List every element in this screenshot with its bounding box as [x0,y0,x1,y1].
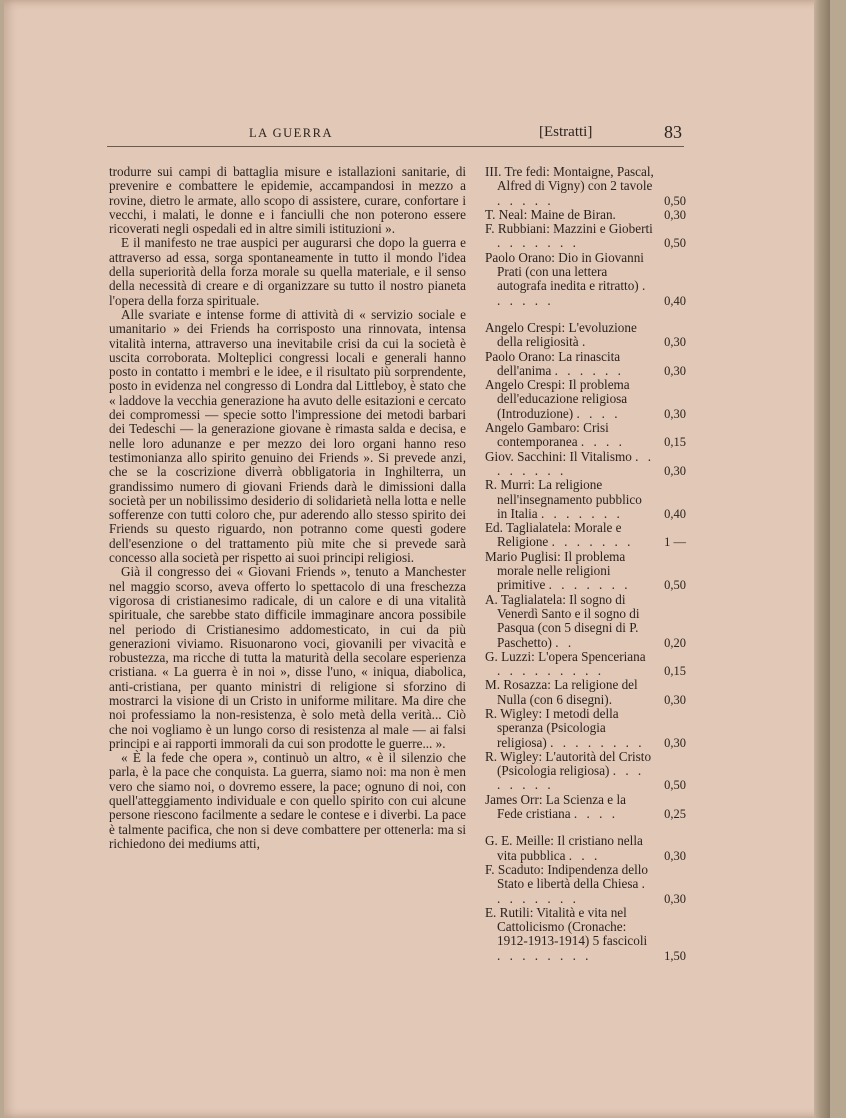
entry-title: Angelo Crespi: L'evoluzione della religiosità [485,319,637,350]
catalog-entry [485,793,686,822]
entry-title: G. E. Meille: Il cristiano nella vita pubblica [485,833,643,863]
entry-title: Paolo Orano: Dio in Giovanni Prati (con una lettera autografa inedita e ritratto) [485,249,644,294]
catalog-entry [485,321,686,350]
catalog-list [485,165,686,963]
page-edge [814,0,830,1118]
entry-leader-dots: . [581,334,589,350]
paragraph: Alle svariate e intense forme di attività di « servizio sociale e umanitario » dei Friends ha corrisposto una rinnovata, intensa vitalità interna, attraverso una inevitabile crisi da cui la società è uscita corroborata. Molteplici congressi locali e generali hanno posto in contatto i membri e le idee, e il risultato più sorprendente, posto in evidenza nel congresso di Londra dal Littleboy, è stato che « laddove la vecchia generazione ha avuto delle esitazioni e cercato dei compromessi — specie sotto l'impressione dei metodi barbari dei Tedeschi — la generazione giovane è rimasta salda e decisa, e nelle loro adunanze e per mezzo dei loro organi hanno reso testimonianza allo spirito genuino dei Friends ». Si prevede anzi, che se la coscrizione diverrà obbligatoria in Inghilterra, un grandissimo numero di giovani Friends darà le dimissioni dalla società per un nobilissimo desiderio di solidarietà nella lotta e nelle sofferenze con tutti coloro che, pur aderendo allo stesso spirito dei Friends su questo riguardo, non potranno come questi godere dell'esenzione o del trattamento più mite che si prevede sarà concesso alla società per rispetto ai suoi principi religiosi. [109,306,466,566]
entry-price: 0,20 [664,635,686,650]
catalog-entry [485,378,686,421]
entry-price: 0,15 [664,435,686,450]
entry-price: 0,40 [664,293,686,308]
entry-price: 0,30 [664,363,686,378]
entry-price: 0,30 [664,207,686,222]
entry-price: 0,50 [664,578,686,593]
entry-price: 1,50 [664,948,686,963]
entry-title: T. Neal: Maine de Biran. [485,206,616,222]
entry-leader-dots: . . . [568,847,601,863]
running-header [107,124,684,147]
entry-title: Giov. Sacchini: Il Vitalismo [485,448,632,464]
entry-leader-dots: . . . . . . . . [497,947,592,963]
catalog-entry [485,550,686,593]
entry-title: M. Rosazza: La religione del Nulla (con 6 disegni). [485,677,638,707]
entry-leader-dots: . . . . . . . [497,235,579,251]
entry-leader-dots: . . [555,634,575,650]
entry-leader-dots: . . . . . . . . . [497,663,605,679]
catalog-entry [485,165,686,208]
catalog-entry [485,350,686,379]
entry-leader-dots: . . . . . . [497,278,649,308]
entry-leader-dots: . . . . [580,434,625,450]
catalog-entry [485,450,686,479]
entry-price: 0,40 [664,506,686,521]
entry-title: Mario Puglisi: Il problema morale nelle religioni primitive [485,548,626,593]
entry-price: 0,30 [664,735,686,750]
entry-price: 0,30 [664,335,686,350]
entry-leader-dots: . . . . [573,806,618,822]
entry-leader-dots: . . . . . . [554,362,624,378]
entry-title: A. Taglialatela: Il sogno di Venerdì Santo e il sogno di Pasqua (con 5 disegni di P. Paschetto) [485,591,640,650]
entry-leader-dots: . . . . . . . . [497,448,655,478]
entry-leader-dots: . . . . . [497,192,554,208]
entry-price: 0,30 [664,891,686,906]
entry-price: 0,50 [664,778,686,793]
entry-title: Angelo Crespi: Il problema dell'educazione religiosa (Introduzione) [485,377,630,421]
entry-leader-dots: . . . . . . . [540,505,623,521]
body-text-column [109,165,466,851]
entry-leader-dots: . . . . [576,405,621,421]
entry-price: 0,30 [664,463,686,478]
entry-title: F. Rubbiani: Mazzini e Gioberti [485,221,653,237]
catalog-entry [485,650,686,679]
entry-price: 0,15 [664,664,686,679]
entry-leader-dots: . . . . . . . [548,577,631,593]
entry-price: 0,30 [664,406,686,421]
catalog-entry [485,222,686,251]
entry-price: 0,30 [664,848,686,863]
catalog-entry [485,707,686,750]
entry-title: Angelo Gambaro: Crisi contemporanea [485,420,609,450]
entry-price: 0,30 [664,692,686,707]
entry-leader-dots: . . . . . . . [551,534,634,550]
catalog-entry [485,750,686,793]
catalog-entry [485,421,686,450]
catalog-entry [485,521,686,550]
paragraph: trodurre sui campi di battaglia misure e istallazioni sanitarie, di prevenire e combattere le epidemie, accampandosi in mezzo a rovine, dietro le armate, allo scopo di assistere, curare, confortare i vecchi, i malati, le donne e i fanciulli che non poterono essere ricoverati negli ospedali ed in altre simili istituzioni ». [109,164,466,237]
entry-title: Paolo Orano: La rinascita dell'anima [485,348,621,378]
entry-title: G. Luzzi: L'opera Spenceriana [485,648,646,664]
entry-leader-dots: . . . . . . . . [497,763,645,793]
entry-title: R. Wigley: L'autorità del Cristo (Psicologia religiosa) [485,748,652,779]
header-title: LA GUERRA [249,126,333,140]
entry-leader-dots: . . . . . . . . [497,876,648,906]
catalog-entry [485,251,686,308]
entry-leader-dots: . . . . . . . . [550,734,645,750]
paragraph: « È la fede che opera », continuò un altro, « è il silenzio che parla, è la pace che conquista. La guerra, siamo noi: ma non è men vero che siamo noi, o dovremo essere, la pace; ognuno di noi, con quell'atteggiamento individuale e con quello spirito con cui alcune persone riescono facilmente a sedare le contese e i diverbi. La pace è talmente pacifica, che non si deve combattere per ottenerla: ma si richiedono dei mediums atti, [109,750,466,851]
catalog-entry [485,478,686,521]
catalog-entry [485,906,686,963]
catalog-entry [485,593,686,650]
catalog-entry [485,834,686,863]
paragraph: Già il congresso dei « Giovani Friends », tenuto a Manchester nel maggio scorso, aveva offerto lo spettacolo di una freschezza vigorosa di cristianesimo radicale, di un calore e di una vitalità spirituale, che sarebbe stato difficile immaginare ancora possibile nel periodo di Cristianesimo addomesticato, in cui da più generazioni viviamo. Risuonarono voci, giovanili per vivacità e robustezza, ma ricche di tutta la maturità della secolare esperienza cristiana. « La guerra è in noi », disse l'uno, « iniqua, diabolica, anti-cristiana, per quanto ministri di religione si sforzino di mostrarci la visione di un Cristo in uniforme militare. Ma dire che noi professiamo la non-resistenza, è solo metà della verità... Ciò che noi vogliamo è un lungo corso di resistenza al male — ai falsi principi e ai rapporti immorali da cui son prodotte le guerre... ». [109,564,466,751]
entry-price: 0,50 [664,193,686,208]
entry-price: 0,50 [664,236,686,251]
entry-title: R. Wigley: I metodi della speranza (Psicologia religiosa) [485,705,619,750]
entry-title: F. Scaduto: Indipendenza dello Stato e libertà della Chiesa [485,861,649,892]
entry-title: III. Tre fedi: Montaigne, Pascal, Alfred di Vigny) con 2 tavole [485,164,654,194]
catalog-entry [485,208,686,222]
catalog-entry [485,863,686,906]
page-number: 83 [664,122,682,142]
catalog-entry [485,678,686,707]
book-page [4,0,830,1118]
entry-title: R. Murri: La religione nell'insegnamento pubblico in Italia [485,477,642,521]
entry-title: James Orr: La Scienza e la Fede cristiana [485,791,626,822]
entry-price: 1 — [664,535,686,550]
entry-title: E. Rutili: Vitalità e vita nel Cattolicismo (Cronache: 1912-1913-1914) 5 fascicoli [485,904,648,949]
header-section: [Estratti] [539,124,593,140]
entry-price: 0,25 [664,807,686,822]
entry-title: Ed. Taglialatela: Morale e Religione [485,520,622,550]
paragraph: E il manifesto ne trae auspici per augurarsi che dopo la guerra e attraverso ad essa, sorga spontaneamente in tutto il mondo l'idea della superiorità della forza morale su quella materiale, e il senso della necessità di creare e di organizzare su tutto il nostro pianeta l'opera della forza spirituale. [109,235,466,308]
